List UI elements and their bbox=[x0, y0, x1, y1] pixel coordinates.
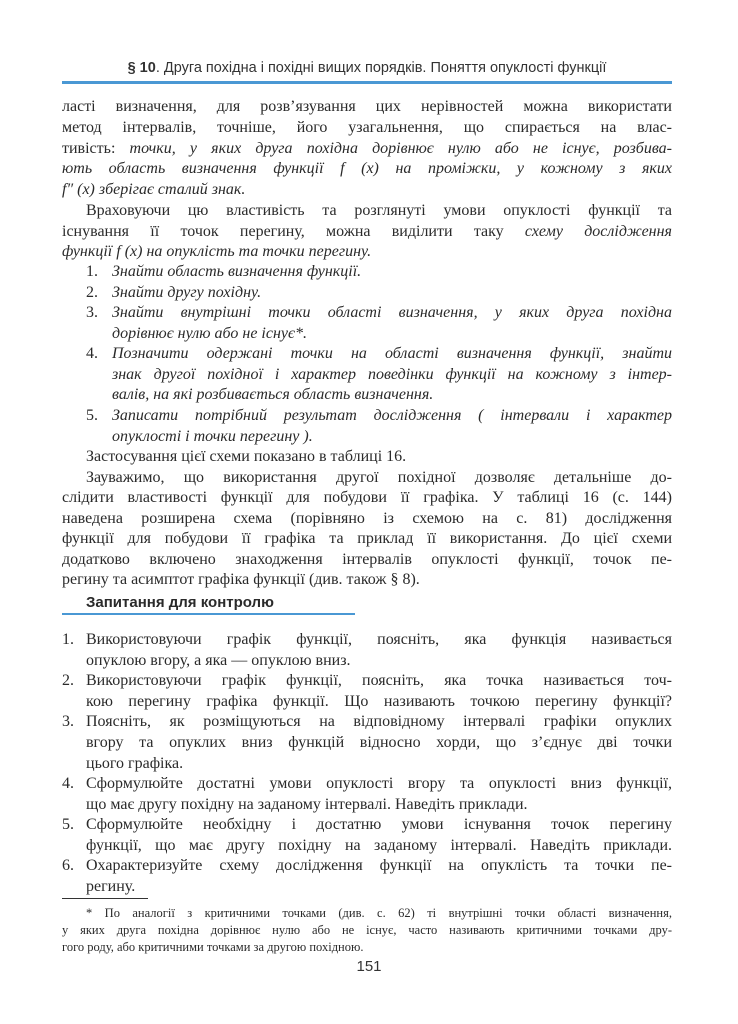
body-line bbox=[86, 201, 672, 221]
body-number: 2. bbox=[86, 284, 98, 301]
body-line bbox=[86, 447, 406, 467]
body-number: 1. bbox=[86, 263, 98, 280]
question-line bbox=[86, 733, 672, 753]
italic-text: опуклості і точки перегину ). bbox=[112, 428, 313, 445]
text: додатково включено знаходження інтервалів опуклості функції, точок пе- bbox=[62, 551, 672, 568]
italic-text: Знайти область визначення функції. bbox=[112, 263, 362, 280]
text: Враховуючи цю властивість та розглянуті умови опуклості функції та bbox=[86, 202, 672, 219]
footnote-line: * По аналогії з критичними точками (див. с. 62) ті внутрішні точки області визначення, bbox=[86, 906, 672, 920]
body-line bbox=[62, 550, 672, 570]
page-number: 151 bbox=[356, 958, 382, 975]
body-line bbox=[112, 406, 672, 426]
italic-text: функції f (x) на опуклість та точки перегину. bbox=[62, 243, 372, 260]
question-number: 1. bbox=[62, 631, 74, 648]
text: Поясніть, як розміщуються на відповідному інтервалі графіки опуклих bbox=[86, 713, 672, 730]
header-rule bbox=[62, 81, 672, 84]
body-line bbox=[112, 427, 313, 447]
question-line bbox=[86, 692, 672, 712]
italic-text: f″ (x) зберігає сталий знак. bbox=[62, 181, 246, 198]
body-number: 4. bbox=[86, 345, 98, 362]
italic-text: ють область визначення функції f (x) на проміжки, у кожному з яких bbox=[62, 160, 672, 177]
text: Охарактеризуйте схему дослідження функції на опуклість та точки пе- bbox=[86, 857, 672, 874]
question-line bbox=[86, 877, 135, 897]
body-line bbox=[112, 365, 672, 385]
body-line bbox=[112, 385, 433, 405]
question-line bbox=[86, 712, 672, 732]
body-line bbox=[112, 283, 261, 303]
question-line bbox=[86, 630, 672, 650]
text: кою перегину графіка функції. Що називають точкою перегину функції? bbox=[86, 693, 672, 710]
body-line bbox=[62, 529, 672, 549]
text: цього графіка. bbox=[86, 755, 184, 772]
text: Використовуючи графік функції, поясніть, яка точка називається точ- bbox=[86, 672, 672, 689]
text: функції для побудови її графіка та приклад її використання. До цієї схеми bbox=[62, 530, 672, 547]
section-number: § 10 bbox=[127, 60, 156, 76]
question-line bbox=[86, 774, 672, 794]
body-line bbox=[62, 242, 371, 262]
body-line bbox=[62, 97, 672, 117]
text: Використовуючи графік функції, поясніть, яка функція називається bbox=[86, 631, 672, 648]
body-line bbox=[62, 570, 420, 590]
body-line bbox=[62, 139, 672, 159]
question-number: 5. bbox=[62, 816, 74, 833]
text: Сформулюйте необхідну і достатню умови існування точок перегину bbox=[86, 816, 672, 833]
text: функції, що має другу похідну на заданому інтервалі. Наведіть приклади. bbox=[86, 837, 672, 854]
text: регину та асимптот графіка функції (див. також § 8). bbox=[62, 571, 420, 588]
italic-text: схему дослідження bbox=[524, 223, 672, 240]
text: опуклою вгору, а яка — опуклою вниз. bbox=[86, 652, 351, 669]
section-title: . Друга похідна і похідні вищих порядків. Поняття опуклості функції bbox=[155, 60, 607, 76]
question-number: 4. bbox=[62, 775, 74, 792]
question-line bbox=[86, 671, 672, 691]
body-line bbox=[112, 303, 672, 323]
question-number: 6. bbox=[62, 857, 74, 874]
body-number: 5. bbox=[86, 407, 98, 424]
question-line bbox=[86, 795, 528, 815]
italic-text: точки, у яких друга похідна дорівнює нулю або не існує, розбива- bbox=[129, 140, 673, 157]
text: метод інтервалів, точніше, його узагальнення, що спирається на влас- bbox=[62, 119, 672, 136]
text: регину. bbox=[86, 878, 136, 895]
body-line bbox=[62, 222, 672, 242]
text: наведена розширена схема (порівняно із схемою на с. 81) дослідження bbox=[62, 510, 672, 527]
question-line bbox=[86, 754, 183, 774]
body-line bbox=[62, 159, 672, 179]
question-number: 2. bbox=[62, 672, 74, 689]
footnote-line: у яких друга похідна дорівнює нулю або не існує, часто називають критичними точками дру- bbox=[62, 923, 672, 937]
text: Сформулюйте достатні умови опуклості вгору та опуклості вниз функції, bbox=[86, 775, 672, 792]
footnote-line: гого роду, або критичними точками за другою похідною. bbox=[62, 940, 364, 954]
questions-heading-rule bbox=[62, 613, 355, 615]
italic-text: Знайти другу похідну. bbox=[112, 284, 262, 301]
text: Зауважимо, що використання другої похідної дозволяє детальніше до- bbox=[86, 469, 672, 486]
italic-text: Записати потрібний результат дослідження ( інтервали і характер bbox=[112, 407, 672, 424]
text: Застосування цієї схеми показано в таблиці 16. bbox=[86, 448, 407, 465]
text: існування її точок перегину, можна виділити таку bbox=[62, 223, 525, 240]
body-line bbox=[112, 344, 672, 364]
italic-text: Позначити одержані точки на області визначення функції, знайти bbox=[112, 345, 672, 362]
body-line bbox=[62, 180, 245, 200]
italic-text: Знайти внутрішні точки області визначення, у яких друга похідна bbox=[112, 304, 672, 321]
running-header bbox=[62, 60, 672, 76]
questions-heading: Запитання для контролю bbox=[86, 594, 274, 611]
italic-text: дорівнює нулю або не існує*. bbox=[112, 325, 307, 342]
text: слідити властивості функції для побудови її графіка. У таблиці 16 (с. 144) bbox=[62, 489, 672, 506]
footnote-rule bbox=[62, 898, 148, 899]
question-line bbox=[86, 856, 672, 876]
italic-text: валів, на які розбивається область визначення. bbox=[112, 386, 434, 403]
question-line bbox=[86, 836, 672, 856]
text: тивість: bbox=[62, 140, 130, 157]
question-line bbox=[86, 651, 351, 671]
body-line bbox=[62, 488, 672, 508]
text: що має другу похідну на заданому інтервалі. Наведіть приклади. bbox=[86, 796, 528, 813]
question-number: 3. bbox=[62, 713, 74, 730]
question-line bbox=[86, 815, 672, 835]
body-number: 3. bbox=[86, 304, 98, 321]
italic-text: знак другої похідної і характер поведінки функції на кожному з інтер- bbox=[112, 366, 672, 383]
body-line bbox=[112, 324, 307, 344]
text: ласті визначення, для розв’язування цих нерівностей можна використати bbox=[62, 98, 672, 115]
body-line bbox=[112, 262, 361, 282]
body-line bbox=[62, 118, 672, 138]
body-line bbox=[86, 468, 672, 488]
text: вгору та опуклих вниз функцій відносно хорди, що з’єднує дві точки bbox=[86, 734, 672, 751]
body-line bbox=[62, 509, 672, 529]
